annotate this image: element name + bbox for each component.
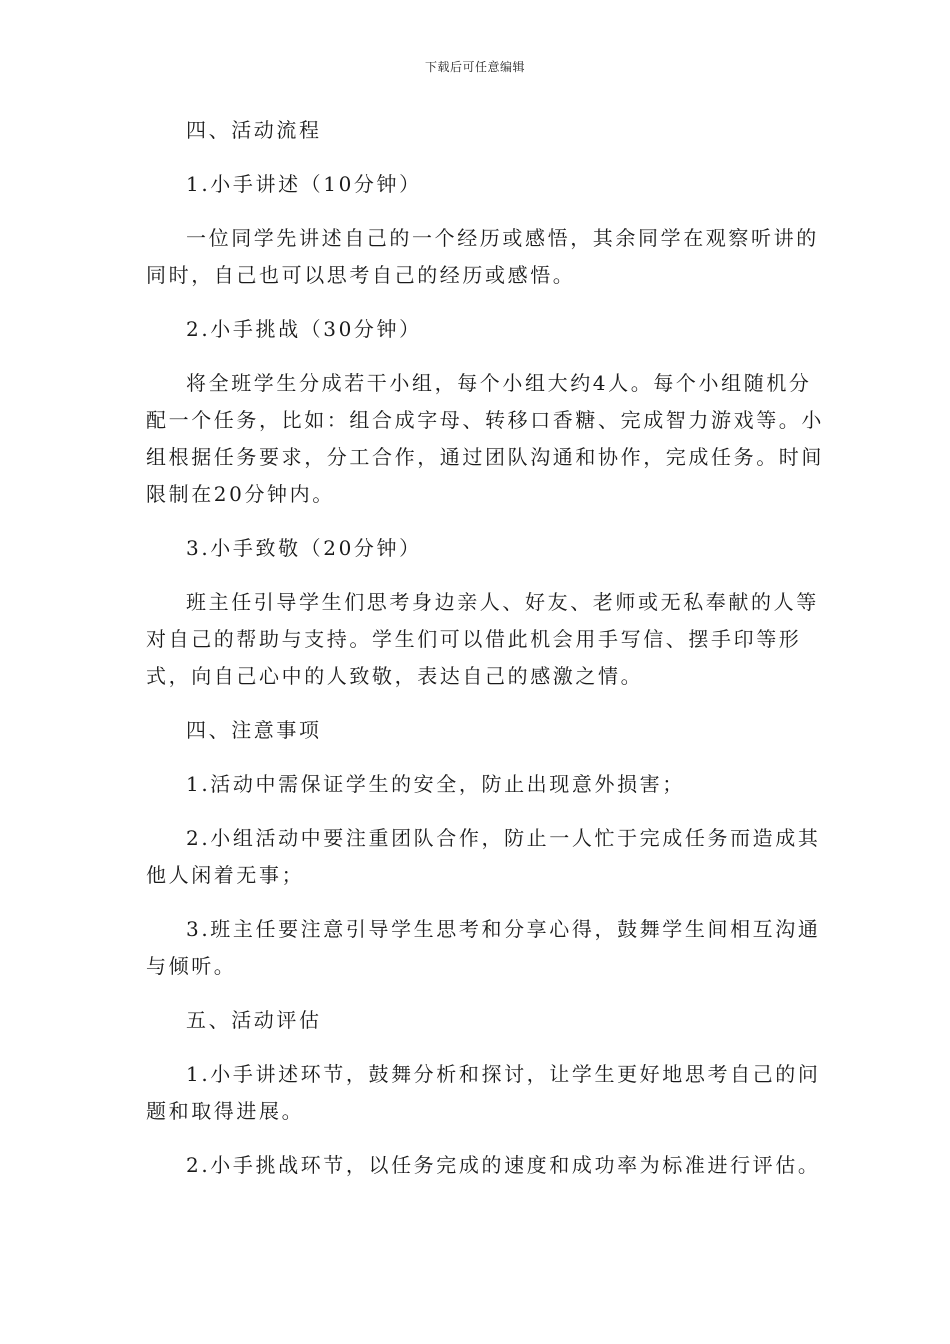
paragraph-salute: 班主任引导学生们思考身边亲人、好友、老师或无私奉献的人等对自己的帮助与支持。学生们可以借此机会用手写信、摆手印等形式，向自己心中的人致敬，表达自己的感激之情。 bbox=[146, 590, 819, 688]
item-heading-salute: 3.小手致敬（20分钟） bbox=[186, 536, 422, 560]
section-heading-activity-flow: 四、活动流程 bbox=[186, 118, 322, 142]
item-heading-tell: 1.小手讲述（10分钟） bbox=[186, 172, 422, 196]
note-item-guidance: 3.班主任要注意引导学生思考和分享心得，鼓舞学生间相互沟通与倾听。 bbox=[146, 917, 821, 978]
evaluation-item-challenge: 2.小手挑战环节，以任务完成的速度和成功率为标准进行评估。 bbox=[186, 1153, 821, 1177]
document-body bbox=[146, 112, 826, 1201]
section-heading-notes: 四、注意事项 bbox=[186, 718, 322, 742]
paragraph-tell: 一位同学先讲述自己的一个经历或感悟，其余同学在观察听讲的同时，自己也可以思考自己的经历或感悟。 bbox=[146, 226, 819, 287]
paragraph-challenge: 将全班学生分成若干小组，每个小组大约4人。每个小组随机分配一个任务，比如：组合成字母、转移口香糖、完成智力游戏等。小组根据任务要求，分工合作，通过团队沟通和协作，完成任务。时间限制在20分钟内。 bbox=[146, 371, 824, 506]
evaluation-item-tell: 1.小手讲述环节，鼓舞分析和探讨，让学生更好地思考自己的问题和取得进展。 bbox=[146, 1062, 821, 1123]
note-item-safety: 1.活动中需保证学生的安全，防止出现意外损害； bbox=[186, 772, 685, 796]
note-item-teamwork: 2.小组活动中要注重团队合作，防止一人忙于完成任务而造成其他人闲着无事； bbox=[146, 826, 821, 887]
section-heading-evaluation: 五、活动评估 bbox=[186, 1008, 322, 1032]
page-header-note: 下载后可任意编辑 bbox=[424, 60, 525, 74]
item-heading-challenge: 2.小手挑战（30分钟） bbox=[186, 317, 422, 341]
